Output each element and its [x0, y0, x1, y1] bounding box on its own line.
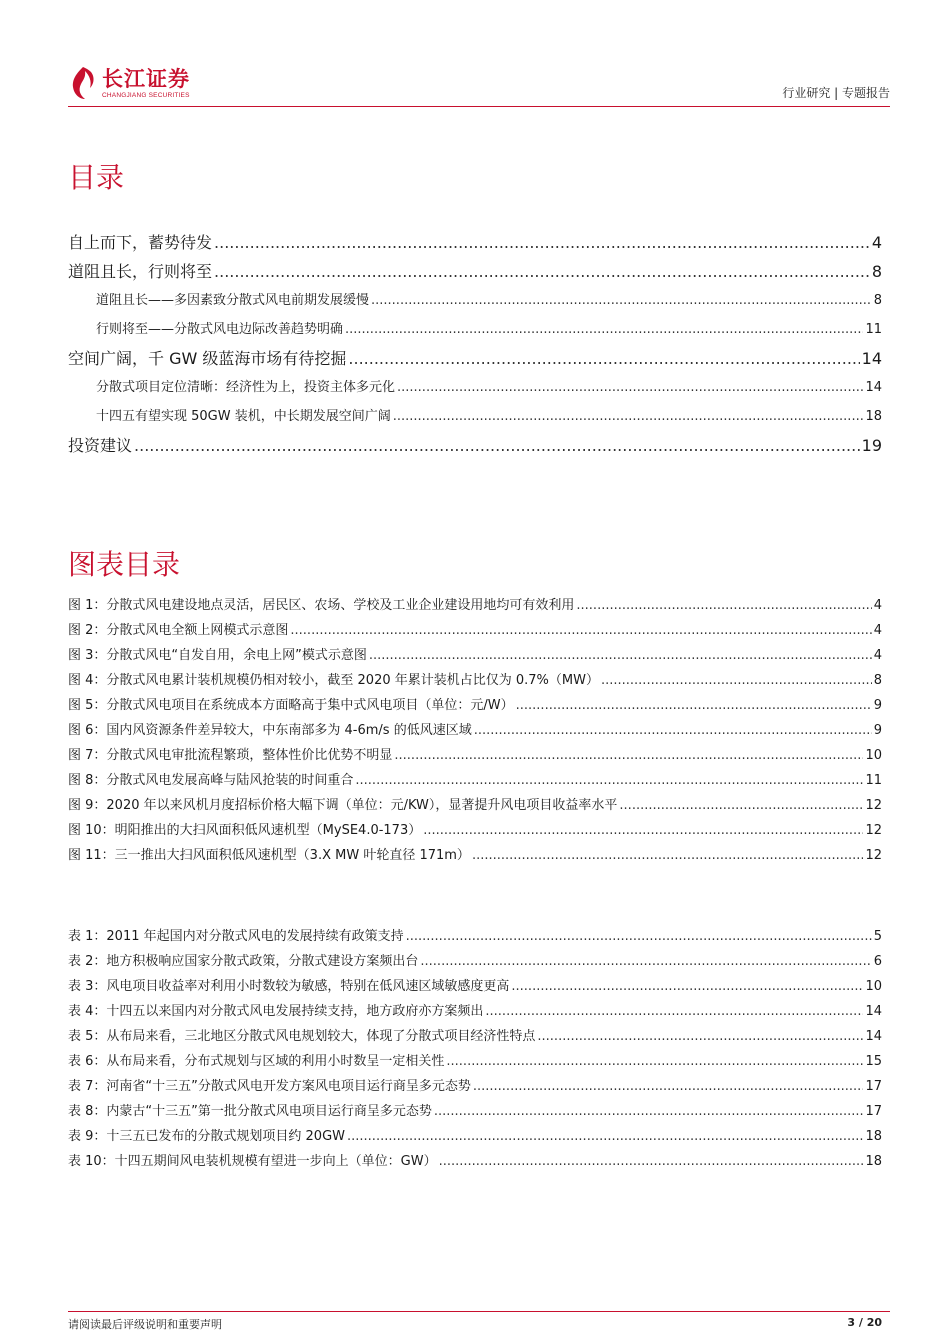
dot-leader	[406, 924, 872, 949]
logo-flame-icon	[68, 65, 98, 101]
figure-entry[interactable]	[68, 768, 882, 793]
figure-entry-label: 图 8：分散式风电发展高峰与陆风抢装的时间重合	[68, 773, 354, 788]
figure-entry-page: 11	[865, 773, 882, 788]
footer-disclaimer: 请阅读最后评级说明和重要声明	[68, 1318, 222, 1331]
company-logo	[68, 60, 190, 106]
figure-entry-page: 8	[873, 673, 882, 688]
toc-entry[interactable]	[68, 315, 882, 344]
figure-entry[interactable]	[68, 618, 882, 643]
toc-entry-page: 8	[871, 262, 882, 281]
dot-leader	[474, 718, 872, 743]
figure-entry-page: 12	[865, 823, 882, 838]
table-entry-label: 表 9：十三五已发布的分散式规划项目约 20GW	[68, 1129, 346, 1144]
dot-leader	[537, 1024, 863, 1049]
figure-entry[interactable]	[68, 668, 882, 693]
toc-entry-page: 11	[865, 322, 882, 337]
table-entry[interactable]	[68, 1049, 882, 1074]
dot-leader	[214, 257, 870, 286]
table-entry-label: 表 7：河南省“十三五”分散式风电开发方案风电项目运行商呈多元态势	[68, 1079, 471, 1094]
toc-entry-label: 十四五有望实现 50GW 装机，中长期发展空间广阔	[96, 409, 391, 424]
figure-entry-page: 12	[865, 798, 882, 813]
toc-entry-label: 投资建议	[68, 436, 133, 455]
figure-entry-label: 图 2：分散式风电全额上网模式示意图	[68, 623, 289, 638]
table-entry[interactable]	[68, 1124, 882, 1149]
dot-leader	[371, 286, 872, 315]
dot-leader	[516, 693, 872, 718]
toc-title: 目录	[68, 161, 125, 194]
figure-entry-label: 图 11：三一推出大扫风面积低风速机型（3.X MW 叶轮直径 171m）	[68, 848, 470, 863]
header-divider	[68, 106, 890, 107]
report-type: 行业研究 | 专题报告	[782, 86, 890, 100]
dot-leader	[511, 974, 863, 999]
figure-list	[68, 593, 882, 868]
figure-entry-label: 图 10：明阳推出的大扫风面积低风速机型（MySE4.0-173）	[68, 823, 422, 838]
figure-entry-label: 图 7：分散式风电审批流程繁琐，整体性价比优势不明显	[68, 748, 393, 763]
toc-entry[interactable]	[68, 257, 882, 286]
toc-entry-page: 4	[871, 233, 882, 252]
figure-entry[interactable]	[68, 818, 882, 843]
dot-leader	[446, 1049, 863, 1074]
table-entry-page: 17	[865, 1104, 882, 1119]
table-entry[interactable]	[68, 974, 882, 999]
toc-entry-page: 14	[865, 380, 882, 395]
figure-entry[interactable]	[68, 793, 882, 818]
logo-en-text: CHANGJIANG SECURITIES	[102, 91, 190, 99]
table-entry[interactable]	[68, 1074, 882, 1099]
toc-entry[interactable]	[68, 373, 882, 402]
dot-leader	[473, 1074, 864, 1099]
toc-list	[68, 228, 882, 460]
figure-entry[interactable]	[68, 743, 882, 768]
table-entry[interactable]	[68, 1024, 882, 1049]
figure-entry-page: 4	[873, 623, 882, 638]
dot-leader	[214, 228, 870, 257]
figure-entry-page: 4	[873, 648, 882, 663]
dot-leader	[290, 618, 871, 643]
table-entry[interactable]	[68, 924, 882, 949]
figure-entry-page: 12	[865, 848, 882, 863]
table-entry-page: 5	[873, 929, 882, 944]
figure-list-title: 图表目录	[68, 548, 181, 581]
figure-entry[interactable]	[68, 718, 882, 743]
table-entry-label: 表 10：十四五期间风电装机规模有望进一步向上（单位：GW）	[68, 1154, 437, 1169]
figure-entry-page: 9	[873, 698, 882, 713]
toc-entry-label: 空间广阔，千 GW 级蓝海市场有待挖掘	[68, 349, 347, 368]
dot-leader	[420, 949, 871, 974]
table-entry-page: 18	[865, 1129, 882, 1144]
toc-entry-label: 自上而下，蓄势待发	[68, 233, 213, 252]
figure-entry-label: 图 9：2020 年以来风机月度招标价格大幅下调（单位：元/KW），显著提升风电项目收益率水平	[68, 798, 618, 813]
table-entry-page: 14	[865, 1029, 882, 1044]
toc-entry-label: 分散式项目定位清晰：经济性为上，投资主体多元化	[96, 380, 396, 395]
figure-entry-label: 图 6：国内风资源条件差异较大，中东南部多为 4-6m/s 的低风速区域	[68, 723, 472, 738]
figure-entry[interactable]	[68, 643, 882, 668]
table-entry-label: 表 4：十四五以来国内对分散式风电发展持续支持，地方政府亦方案频出	[68, 1004, 484, 1019]
toc-entry-page: 14	[861, 349, 882, 368]
dot-leader	[355, 768, 863, 793]
toc-entry-page: 18	[865, 409, 882, 424]
table-entry-label: 表 8：内蒙古“十三五”第一批分散式风电项目运行商呈多元态势	[68, 1104, 432, 1119]
table-entry-page: 18	[865, 1154, 882, 1169]
table-entry[interactable]	[68, 1149, 882, 1174]
dot-leader	[347, 1124, 863, 1149]
toc-entry-page: 19	[861, 436, 882, 455]
figure-entry-label: 图 3：分散式风电“自发自用，余电上网”模式示意图	[68, 648, 367, 663]
table-entry[interactable]	[68, 1099, 882, 1124]
table-entry-label: 表 1：2011 年起国内对分散式风电的发展持续有政策支持	[68, 929, 404, 944]
table-entry-page: 10	[865, 979, 882, 994]
dot-leader	[601, 668, 872, 693]
dot-leader	[439, 1149, 864, 1174]
table-entry-page: 15	[865, 1054, 882, 1069]
table-entry[interactable]	[68, 949, 882, 974]
figure-entry[interactable]	[68, 693, 882, 718]
dot-leader	[619, 793, 863, 818]
figure-entry[interactable]	[68, 593, 882, 618]
page-header	[68, 60, 890, 106]
dot-leader	[434, 1099, 864, 1124]
figure-entry-label: 图 4：分散式风电累计装机规模仍相对较小，截至 2020 年累计装机占比仅为 0.7%（MW）	[68, 673, 599, 688]
table-entry-page: 17	[865, 1079, 882, 1094]
table-entry-label: 表 3：风电项目收益率对利用小时数较为敏感，特别在低风速区域敏感度更高	[68, 979, 510, 994]
dot-leader	[576, 593, 871, 618]
figure-entry-page: 9	[873, 723, 882, 738]
logo-cn-text: 长江证券	[102, 66, 190, 91]
toc-entry-page: 8	[873, 293, 882, 308]
dot-leader	[369, 643, 872, 668]
toc-entry-label: 道阻且长，行则将至	[68, 262, 213, 281]
dot-leader	[134, 431, 860, 460]
table-entry-page: 14	[865, 1004, 882, 1019]
footer-divider	[68, 1311, 890, 1312]
toc-entry[interactable]	[68, 228, 882, 257]
dot-leader	[394, 743, 863, 768]
table-list	[68, 924, 882, 1174]
figure-entry-label: 图 1：分散式风电建设地点灵活，居民区、农场、学校及工业企业建设用地均可有效利用	[68, 598, 575, 613]
table-entry-label: 表 5：从布局来看，三北地区分散式风电规划较大，体现了分散式项目经济性特点	[68, 1029, 536, 1044]
toc-entry[interactable]	[68, 286, 882, 315]
dot-leader	[393, 402, 864, 431]
dot-leader	[485, 999, 863, 1024]
figure-entry-page: 4	[873, 598, 882, 613]
table-entry-page: 6	[873, 954, 882, 969]
figure-entry-page: 10	[865, 748, 882, 763]
figure-entry[interactable]	[68, 843, 882, 868]
page-number: 3 / 20	[847, 1316, 882, 1329]
table-entry-label: 表 2：地方积极响应国家分散式政策，分散式建设方案频出台	[68, 954, 419, 969]
toc-entry[interactable]	[68, 431, 882, 460]
dot-leader	[423, 818, 863, 843]
figure-entry-label: 图 5：分散式风电项目在系统成本方面略高于集中式风电项目（单位：元/W）	[68, 698, 514, 713]
toc-entry-label: 行则将至——分散式风电边际改善趋势明确	[96, 322, 344, 337]
dot-leader	[345, 315, 863, 344]
dot-leader	[397, 373, 863, 402]
toc-entry[interactable]	[68, 402, 882, 431]
dot-leader	[348, 344, 859, 373]
table-entry-label: 表 6：从布局来看，分布式规划与区域的利用小时数呈一定相关性	[68, 1054, 445, 1069]
table-entry[interactable]	[68, 999, 882, 1024]
toc-entry[interactable]	[68, 344, 882, 373]
toc-entry-label: 道阻且长——多因素致分散式风电前期发展缓慢	[96, 293, 370, 308]
dot-leader	[472, 843, 864, 868]
